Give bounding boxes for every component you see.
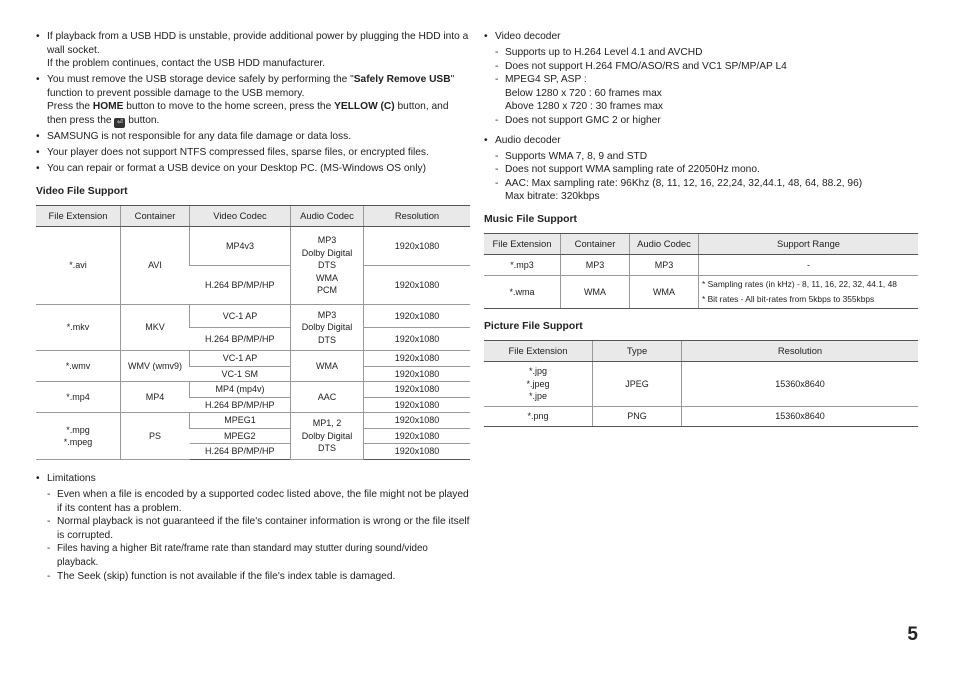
table-row (36, 382, 470, 398)
left-column (36, 30, 470, 583)
cell: H.264 BP/MP/HP (190, 265, 291, 304)
video-file-table (36, 205, 470, 460)
cell: * Sampling rates (in kHz) - 8, 11, 16, 22, 32, 44.1, 48 * Bit rates - All bit-rates from 5kbps to 355kbps (699, 275, 919, 308)
limitations-title: • Limitations (36, 472, 470, 486)
cell: WMA (630, 275, 699, 308)
audio-decoder-title: • Audio decoder (484, 134, 918, 148)
th-support-range: Support Range (699, 233, 919, 254)
list-item: - AAC: Max sampling rate: 96Khz (8, 11, 12, 16, 22,24, 32,44.1, 48, 64, 88.2, 96) Max bitrate: 320kbps (495, 177, 918, 204)
cell: 1920x1080 (364, 265, 471, 304)
cell: VC-1 SM (190, 366, 291, 382)
cell: 1920x1080 (364, 413, 471, 429)
tools-button-icon: ⏎ (114, 118, 125, 128)
cell: WMV (wmv9) (121, 350, 190, 381)
th-file-extension: File Extension (484, 340, 593, 361)
note-usb-hdd: • If playback from a USB HDD is unstable, provide additional power by plugging the HDD into a wall socket. If the problem continues, contact the USB HDD manufacturer. (36, 30, 470, 71)
list-item: - Normal playback is not guaranteed if the file's container information is wrong or the file itself is corrupted. (47, 515, 470, 542)
cell: 1920x1080 (364, 382, 471, 398)
list-item: - Supports WMA 7, 8, 9 and STD (495, 150, 918, 164)
video-decoder-list (484, 30, 918, 44)
page-number: 5 (907, 624, 918, 645)
audio-decoder-items (495, 150, 918, 204)
cell: *.png (484, 406, 593, 426)
cell: AAC (291, 382, 364, 413)
cell: MP4 (121, 382, 190, 413)
th-video-codec: Video Codec (190, 205, 291, 226)
note-repair: • You can repair or format a USB device on your Desktop PC. (MS-Windows OS only) (36, 162, 470, 176)
music-file-support-heading: Music File Support (484, 213, 577, 225)
cell: 1920x1080 (364, 226, 471, 265)
cell: - (699, 254, 919, 275)
cell: MKV (121, 304, 190, 350)
cell: H.264 BP/MP/HP (190, 444, 291, 460)
table-row (484, 406, 918, 426)
picture-file-support-heading: Picture File Support (484, 320, 583, 332)
cell: JPEG (593, 361, 682, 406)
cell: *.mp4 (36, 382, 121, 413)
cell: 15360x8640 (682, 361, 919, 406)
cell: MPEG1 (190, 413, 291, 429)
note-samsung: • SAMSUNG is not responsible for any data file damage or data loss. (36, 130, 470, 144)
th-container: Container (121, 205, 190, 226)
table-row (36, 304, 470, 327)
th-audio-codec: Audio Codec (630, 233, 699, 254)
cell: WMA (291, 350, 364, 381)
table-row (484, 275, 918, 308)
cell: 1920x1080 (364, 350, 471, 366)
video-decoder-title: • Video decoder (484, 30, 918, 44)
limitations-list (36, 472, 470, 486)
table-row (484, 361, 918, 406)
th-file-extension: File Extension (484, 233, 561, 254)
cell: 1920x1080 (364, 444, 471, 460)
cell: 1920x1080 (364, 366, 471, 382)
th-resolution: Resolution (364, 205, 471, 226)
note-safely-remove: • You must remove the USB storage device safely by performing the "Safely Remove USB" function to prevent possible damage to the USB memory. Press the HOME button to move to the home screen, press the YELLOW (C) button, and then press the ⏎ button. (36, 73, 470, 128)
cell: PS (121, 413, 190, 460)
cell: 15360x8640 (682, 406, 919, 426)
cell: *.mp3 (484, 254, 561, 275)
cell: MP3 (630, 254, 699, 275)
cell: *.mkv (36, 304, 121, 350)
th-file-extension: File Extension (36, 205, 121, 226)
cell: MP3 Dolby Digital DTS (291, 304, 364, 350)
list-item: - The Seek (skip) function is not available if the file's index table is damaged. (47, 570, 470, 584)
cell: *.wmv (36, 350, 121, 381)
cell: VC-1 AP (190, 304, 291, 327)
cell: H.264 BP/MP/HP (190, 397, 291, 413)
cell: *.mpg *.mpeg (36, 413, 121, 460)
list-item: - Supports up to H.264 Level 4.1 and AVCHD (495, 46, 918, 60)
cell: 1920x1080 (364, 397, 471, 413)
picture-file-table (484, 340, 918, 427)
cell: MP1, 2 Dolby Digital DTS (291, 413, 364, 460)
cell: PNG (593, 406, 682, 426)
music-file-table (484, 233, 918, 309)
right-column (484, 30, 918, 427)
cell: 1920x1080 (364, 304, 471, 327)
audio-decoder-list (484, 134, 918, 148)
cell: WMA (561, 275, 630, 308)
th-resolution: Resolution (682, 340, 919, 361)
th-container: Container (561, 233, 630, 254)
cell: *.jpg *.jpeg *.jpe (484, 361, 593, 406)
video-decoder-items (495, 46, 918, 128)
video-file-support-heading: Video File Support (36, 185, 128, 197)
cell: 1920x1080 (364, 327, 471, 350)
note-ntfs: • Your player does not support NTFS compressed files, sparse files, or encrypted files. (36, 146, 470, 160)
list-item: - Even when a file is encoded by a supported codec listed above, the file might not be played if its content has a problem. (47, 488, 470, 515)
list-item: - Does not support H.264 FMO/ASO/RS and VC1 SP/MP/AP L4 (495, 60, 918, 74)
table-row (36, 413, 470, 429)
cell: MP3 Dolby Digital DTS WMA PCM (291, 226, 364, 304)
cell: AVI (121, 226, 190, 304)
cell: H.264 BP/MP/HP (190, 327, 291, 350)
limitations-items (47, 488, 470, 583)
usb-notes-list (36, 30, 470, 176)
cell: MPEG2 (190, 428, 291, 444)
list-item: - Does not support GMC 2 or higher (495, 114, 918, 128)
th-audio-codec: Audio Codec (291, 205, 364, 226)
cell: MP3 (561, 254, 630, 275)
list-item: - Does not support WMA sampling rate of 22050Hz mono. (495, 163, 918, 177)
list-item: - MPEG4 SP, ASP : Below 1280 x 720 : 60 frames max Above 1280 x 720 : 30 frames max (495, 73, 918, 114)
cell: MP4v3 (190, 226, 291, 265)
cell: *.avi (36, 226, 121, 304)
th-type: Type (593, 340, 682, 361)
table-row (36, 350, 470, 366)
cell: 1920x1080 (364, 428, 471, 444)
list-item: - Files having a higher Bit rate/frame rate than standard may stutter during sound/video playback. (47, 542, 470, 569)
table-row (36, 226, 470, 265)
table-row (484, 254, 918, 275)
cell: VC-1 AP (190, 350, 291, 366)
cell: *.wma (484, 275, 561, 308)
cell: MP4 (mp4v) (190, 382, 291, 398)
